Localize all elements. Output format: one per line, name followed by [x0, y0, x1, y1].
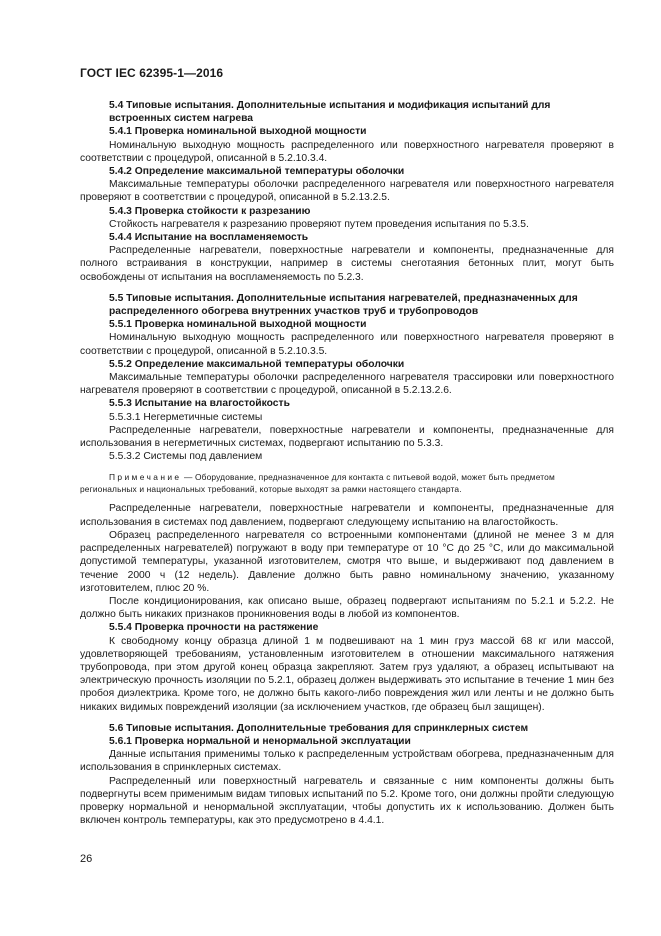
section-5-4-heading: 5.4 Типовые испытания. Дополнительные испытания и модификация испытаний для встроенных систем нагрева [109, 100, 551, 125]
note-label: Примечание [109, 472, 182, 483]
section-5-5-1-heading: 5.5.1 Проверка номинальной выходной мощности [109, 319, 367, 331]
document-header: ГОСТ IEC 62395-1—2016 [80, 66, 224, 80]
note [80, 471, 614, 495]
section-5-5-2-text: Максимальные температуры оболочки распределенного нагревателя трассировки или поверхностного нагревателя проверяют в соответствии с процедурой, описанной в 5.2.13.2.6. [80, 372, 614, 397]
section-5-4-1-heading: 5.4.1 Проверка номинальной выходной мощности [109, 126, 367, 138]
note-text: — Оборудование, предназначенное для контакта с питьевой водой, может быть предметом региональных и национальных требований, которые выходят за рамки настоящего стандарта. [80, 472, 555, 495]
section-5-4-2-heading: 5.4.2 Определение максимальной температуры оболочки [109, 166, 405, 178]
section-5-5-3-2-heading: 5.5.3.2 Системы под давлением [109, 451, 263, 463]
section-5-5-3-2-text-2: Образец распределенного нагревателя со встроенными компонентами (длиной не менее 3 м для распределенных нагревателей) погружают в воду при температуре от 10 °С до 25 °С, или до максимальной допустимой температуры, указанной изготовителем, смотря что выше, и выдерживают под давлением в течение 2000 ч (12 недель). Давление должно быть равно номинальному значению, указанному изготовителем, плюс 20 %. [80, 529, 614, 594]
section-5-5-2-heading: 5.5.2 Определение максимальной температуры оболочки [109, 358, 405, 370]
page-number: 26 [80, 853, 93, 865]
section-5-5-4-text: К свободному концу образца длиной 1 м подвешивают на 1 мин груз массой 68 кг или массой, удовлетворяющей требованиям, установленным изготовителем в отношении максимального натяжения трубопровода, при этом другой конец образца закрепляют. Затем груз удаляют, а образец испытывают на электрическую прочность изоляции по 5.2.1, образец должен выдерживать это испытание в течение 1 мин без пробоя диэлектрика. Кроме того, не должно быть какого-либо повреждения жил или ленты и не должно быть никаких видимых повреждений изоляции (за исключением участков, где образец был защищен). [80, 635, 614, 713]
section-5-6-heading: 5.6 Типовые испытания. Дополнительные требования для спринклерных систем [109, 722, 529, 734]
section-5-6-1-text-1: Данные испытания применимы только к распределенным устройствам обогрева, предназначенным для использования в спринклерных системах. [80, 749, 614, 774]
section-5-4-1-text: Номинальную выходную мощность распределенного или поверхностного нагревателя проверяют в соответствии с процедурой, описанной в 5.2.10.3.4. [80, 139, 614, 164]
section-5-4-3-text: Стойкость нагревателя к разрезанию проверяют путем проведения испытания по 5.3.5. [109, 218, 529, 230]
section-5-5-3-2-text-3: После кондиционирования, как описано выше, образец подвергают испытаниям по 5.2.1 и 5.2.2. Не должно быть никаких признаков проникновения воды в любой из компонентов. [80, 595, 614, 621]
section-5-5-3-1-text: Распределенные нагреватели, поверхностные нагреватели и компоненты, предназначенные для использования в негерметичных системах, подвергают испытанию по 5.3.3. [80, 424, 614, 450]
section-5-5-heading: 5.5 Типовые испытания. Дополнительные испытания нагревателей, предназначенных для распределенного обогрева внутренних участков труб и трубопроводов [109, 292, 578, 318]
section-5-5-3-heading: 5.5.3 Испытание на влагостойкость [109, 398, 290, 410]
section-5-5-1-text: Номинальную выходную мощность распределенного или поверхностного нагревателя проверяют в соответствии с процедурой, описанной в 5.2.10.3.5. [80, 332, 614, 357]
section-5-6-1-heading: 5.6.1 Проверка нормальной и ненормальной эксплуатации [109, 735, 411, 747]
document-body [80, 95, 614, 827]
section-5-4-2-text: Максимальные температуры оболочки распределенного нагревателя или поверхностного нагревателя проверяют в соответствии с процедурой, описанной в 5.2.13.2.5. [80, 179, 614, 204]
section-5-5-4-heading: 5.5.4 Проверка прочности на растяжение [109, 622, 319, 634]
section-5-6-1-text-2: Распределенный или поверхностный нагреватель и связанные с ним компоненты должны быть подвергнуты всем применимым видам типовых испытаний по 5.2. Кроме того, они должны пройти следующую проверку нормальной и ненормальной эксплуатации, чтобы допустить их к использованию. Должен быть включен контроль температуры, как это предусмотрено в 4.4.1. [80, 775, 614, 827]
section-5-5-3-2-text-1: Распределенные нагреватели, поверхностные нагреватели и компоненты, предназначенные для использования в системах под давлением, подвергают следующему испытанию на влагостойкость. [80, 503, 614, 528]
section-5-4-4-heading: 5.4.4 Испытание на воспламеняемость [109, 232, 309, 244]
section-5-4-3-heading: 5.4.3 Проверка стойкости к разрезанию [109, 205, 311, 217]
section-5-5-3-1-heading: 5.5.3.1 Негерметичные системы [109, 411, 263, 423]
section-5-4-4-text: Распределенные нагреватели, поверхностные нагреватели и компоненты, предназначенные для полного встраивания в конструкции, например в системы снеготаяния бетонных плит, могут быть освобождены от испытания на воспламеняемость по 5.2.3. [80, 245, 614, 283]
